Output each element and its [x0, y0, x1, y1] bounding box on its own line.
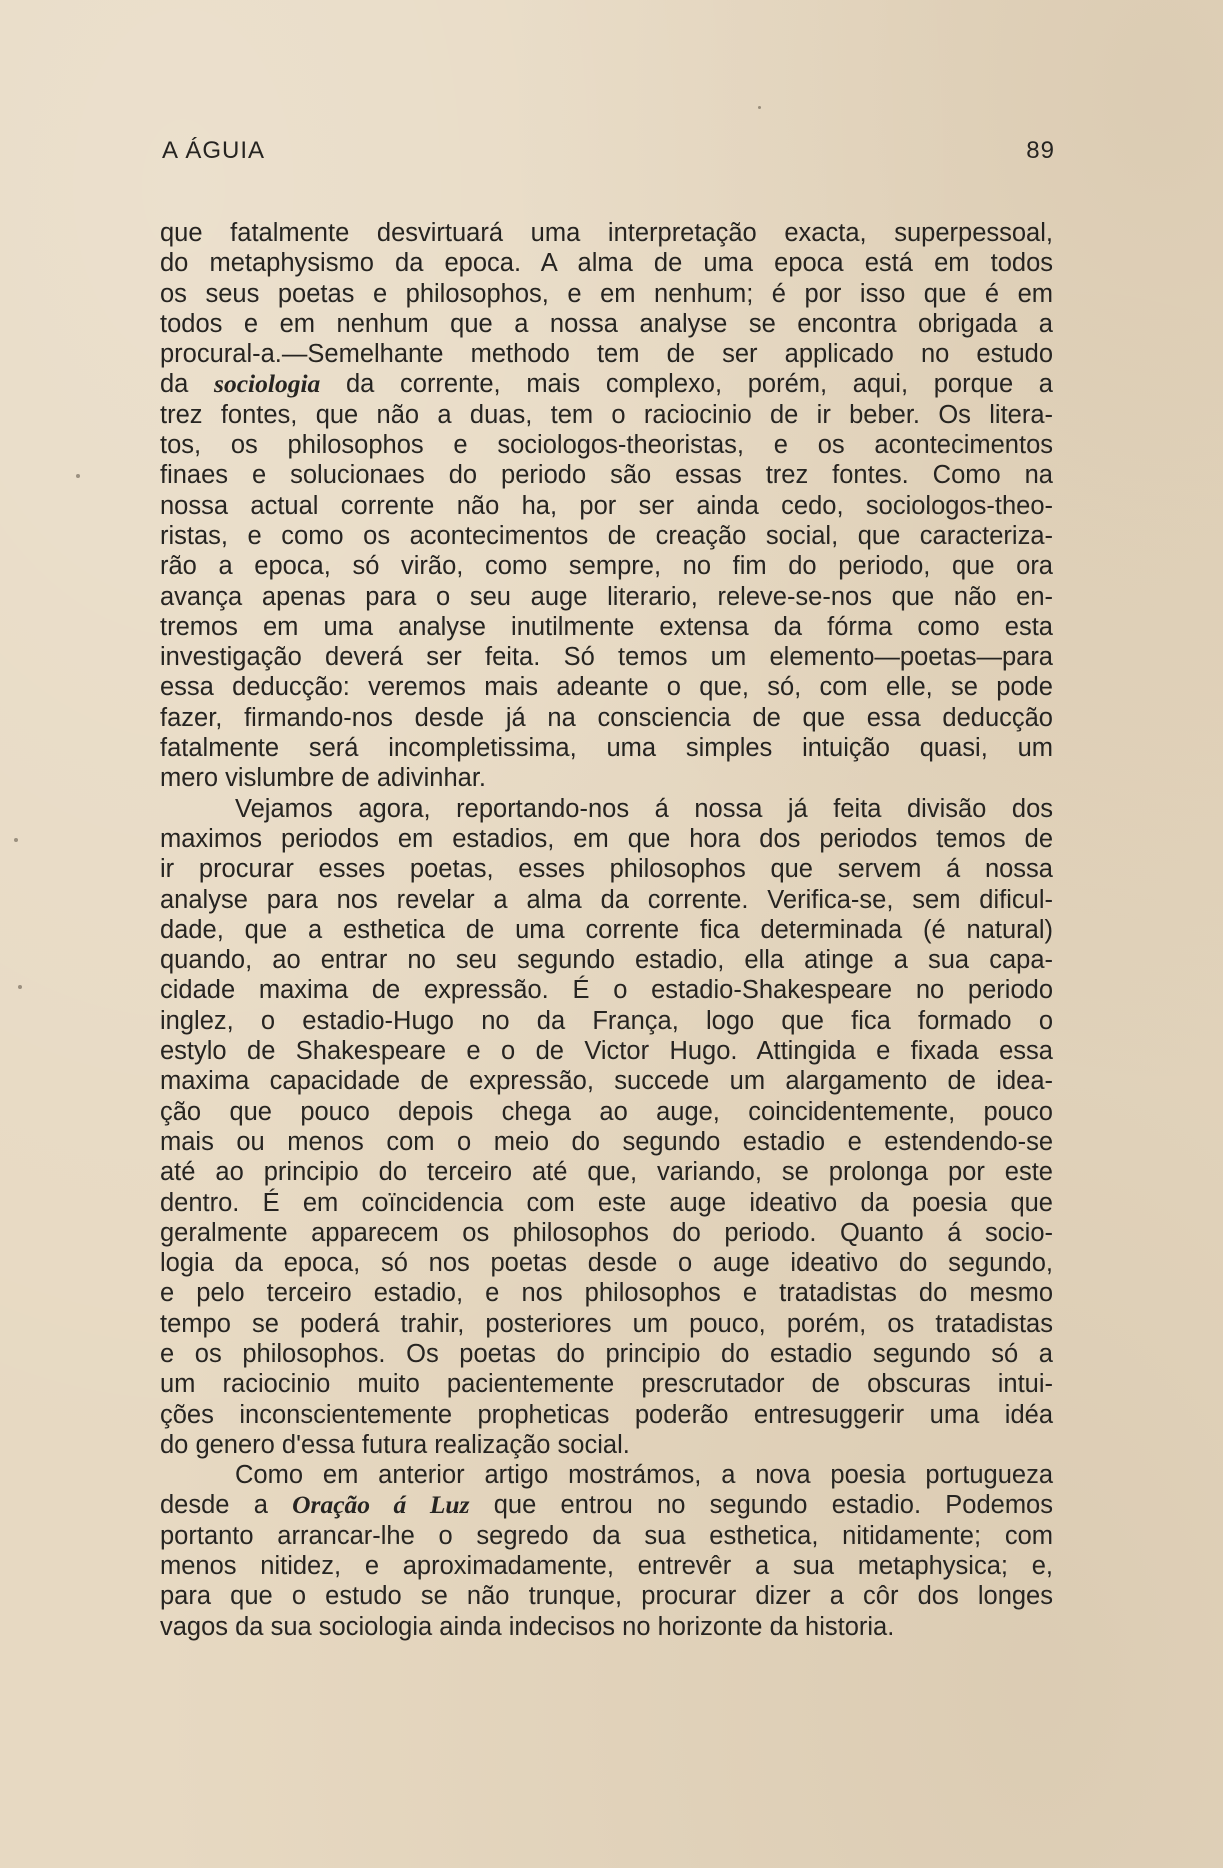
text-line: [160, 1218, 1053, 1248]
text-line: [160, 1097, 1053, 1127]
text-line: [160, 824, 1053, 854]
text-line: [160, 1157, 1053, 1187]
text-line: [160, 854, 1053, 884]
text-line: [160, 551, 1053, 581]
text-segment: estylo de Shakespeare e o de Victor Hugo. Attingida e fixada essa: [160, 1037, 1053, 1066]
text-line: [160, 369, 1053, 399]
text-line: [160, 1006, 1053, 1036]
text-line: [160, 1036, 1053, 1066]
text-segment: trez fontes, que não a duas, tem o raciocinio de ir beber. Os litera-: [160, 400, 1053, 429]
text-line: [160, 1612, 1053, 1642]
text-line: [160, 1339, 1053, 1369]
paper-speck: [76, 474, 80, 478]
article-body: [160, 218, 1053, 1642]
paragraph: [160, 794, 1053, 1461]
text-line: [160, 642, 1053, 672]
text-segment: até ao principio do terceiro até que, variando, se prolonga por este: [160, 1158, 1053, 1187]
text-segment: finaes e solucionaes do periodo são essas trez fontes. Como na: [160, 461, 1053, 490]
text-line: [160, 491, 1053, 521]
text-segment: tempo se poderá trahir, posteriores um pouco, porém, os tratadistas: [160, 1309, 1053, 1338]
text-segment: para que o estudo se não trunque, procurar dizer a côr dos longes: [160, 1582, 1053, 1611]
text-line: [160, 672, 1053, 702]
running-head: [162, 137, 1055, 169]
italic-title: Oração á Luz: [292, 1490, 470, 1520]
paper-speck: [14, 838, 18, 842]
text-line: [160, 1490, 1053, 1520]
text-line: [160, 1460, 1053, 1490]
text-segment: todos e em nenhum que a nossa analyse se encontra obrigada a: [160, 309, 1053, 338]
text-segment: nossa actual corrente não ha, por ser ainda cedo, sociologos-theo-: [160, 491, 1053, 520]
italic-title: sociologia: [214, 369, 321, 399]
paragraph: [160, 1460, 1053, 1642]
text-segment: e pelo terceiro estadio, e nos philosophos e tratadistas do mesmo: [160, 1279, 1053, 1308]
text-segment: inglez, o estadio-Hugo no da França, logo que fica formado o: [160, 1006, 1053, 1035]
text-segment: procural-a.—Semelhante methodo tem de ser applicado no estudo: [160, 340, 1053, 369]
text-line: [160, 521, 1053, 551]
text-segment: fazer, firmando-nos desde já na consciencia de que essa deducção: [160, 703, 1053, 732]
text-segment: tremos em uma analyse inutilmente extensa da fórma como esta: [160, 612, 1053, 641]
text-segment: maxima capacidade de expressão, succede um alargamento de idea-: [160, 1067, 1053, 1096]
text-segment: da: [160, 370, 215, 399]
text-segment: logia da epoca, só nos poetas desde o auge ideativo do segundo,: [160, 1249, 1053, 1278]
text-segment: portanto arrancar-lhe o segredo da sua esthetica, nitidamente; com: [160, 1521, 1053, 1550]
text-line: [160, 1066, 1053, 1096]
text-segment: fatalmente será incompletissima, uma simples intuição quasi, um: [160, 734, 1053, 763]
text-segment: Como em anterior artigo mostrámos, a nova poesia portugueza: [235, 1461, 1053, 1490]
text-line: [160, 794, 1053, 824]
text-segment: analyse para nos revelar a alma da corrente. Verifica-se, sem dificul-: [160, 885, 1053, 914]
text-segment: Vejamos agora, reportando-nos á nossa já feita divisão dos: [235, 794, 1053, 823]
text-line: [160, 945, 1053, 975]
text-line: [160, 1369, 1053, 1399]
text-line: [160, 612, 1053, 642]
paper-speck: [18, 985, 22, 989]
text-segment: os seus poetas e philosophos, e em nenhum; é por isso que é em: [160, 279, 1053, 308]
text-segment: dentro. É em coïncidencia com este auge ideativo da poesia que: [160, 1188, 1053, 1217]
text-line: [160, 279, 1053, 309]
text-segment: desde a: [160, 1491, 293, 1520]
text-segment: do genero d'essa futura realização social.: [160, 1430, 630, 1459]
text-segment: que fatalmente desvirtuará uma interpretação exacta, superpessoal,: [160, 219, 1053, 247]
text-segment: investigação deverá ser feita. Só temos um elemento—poetas—para: [160, 643, 1053, 672]
text-segment: e os philosophos. Os poetas do principio do estadio segundo só a: [160, 1339, 1053, 1368]
text-line: [160, 885, 1053, 915]
text-segment: geralmente apparecem os philosophos do periodo. Quanto á socio-: [160, 1218, 1053, 1247]
text-segment: vagos da sua sociologia ainda indecisos no horizonte da historia.: [160, 1612, 895, 1641]
text-segment: cidade maxima de expressão. É o estadio-Shakespeare no periodo: [160, 976, 1053, 1005]
text-segment: rão a epoca, só virão, como sempre, no fim do periodo, que ora: [160, 552, 1053, 581]
text-segment: tos, os philosophos e sociologos-theoristas, e os acontecimentos: [160, 431, 1053, 460]
text-segment: menos nitidez, e aproximadamente, entrevêr a sua metaphysica; e,: [160, 1552, 1053, 1581]
text-line: [160, 218, 1053, 248]
text-line: [160, 309, 1053, 339]
paper-speck: [758, 106, 761, 109]
text-line: [160, 733, 1053, 763]
text-segment: ristas, e como os acontecimentos de creação social, que caracteriza-: [160, 521, 1053, 550]
text-segment: essa deducção: veremos mais adeante o que, só, com elle, se pode: [160, 673, 1053, 702]
text-segment: avança apenas para o seu auge literario, releve-se-nos que não en-: [160, 582, 1053, 611]
text-line: [160, 1400, 1053, 1430]
text-line: [160, 460, 1053, 490]
paragraph: [160, 218, 1053, 794]
text-line: [160, 430, 1053, 460]
text-segment: ção que pouco depois chega ao auge, coincidentemente, pouco: [160, 1097, 1053, 1126]
text-line: [160, 339, 1053, 369]
text-line: [160, 1309, 1053, 1339]
text-line: [160, 1430, 1053, 1460]
text-line: [160, 248, 1053, 278]
text-line: [160, 763, 1053, 793]
text-line: [160, 582, 1053, 612]
text-segment: quando, ao entrar no seu segundo estadio, ella atinge a sua capa-: [160, 946, 1053, 975]
text-line: [160, 703, 1053, 733]
text-line: [160, 1581, 1053, 1611]
text-segment: mais ou menos com o meio do segundo estadio e estendendo-se: [160, 1127, 1053, 1156]
text-line: [160, 1551, 1053, 1581]
text-segment: mero vislumbre de adivinhar.: [160, 764, 486, 793]
text-segment: maximos periodos em estadios, em que hora dos periodos temos de: [160, 824, 1053, 853]
text-line: [160, 1521, 1053, 1551]
text-segment: da corrente, mais complexo, porém, aqui, porque a: [320, 370, 1053, 399]
text-line: [160, 1278, 1053, 1308]
text-line: [160, 400, 1053, 430]
text-segment: ir procurar esses poetas, esses philosophos que servem á nossa: [160, 855, 1053, 884]
journal-title: A ÁGUIA: [162, 137, 266, 164]
text-line: [160, 1127, 1053, 1157]
text-segment: ções inconscientemente propheticas poderão entresuggerir uma idéa: [160, 1400, 1053, 1429]
page-number: 89: [1026, 137, 1055, 164]
text-line: [160, 1248, 1053, 1278]
text-segment: um raciocinio muito pacientemente prescrutador de obscuras intui-: [160, 1370, 1053, 1399]
text-line: [160, 975, 1053, 1005]
text-line: [160, 1188, 1053, 1218]
text-segment: do metaphysismo da epoca. A alma de uma epoca está em todos: [160, 249, 1053, 278]
text-line: [160, 915, 1053, 945]
text-segment: que entrou no segundo estadio. Podemos: [469, 1491, 1053, 1520]
text-segment: dade, que a esthetica de uma corrente fica determinada (é natural): [160, 915, 1053, 944]
